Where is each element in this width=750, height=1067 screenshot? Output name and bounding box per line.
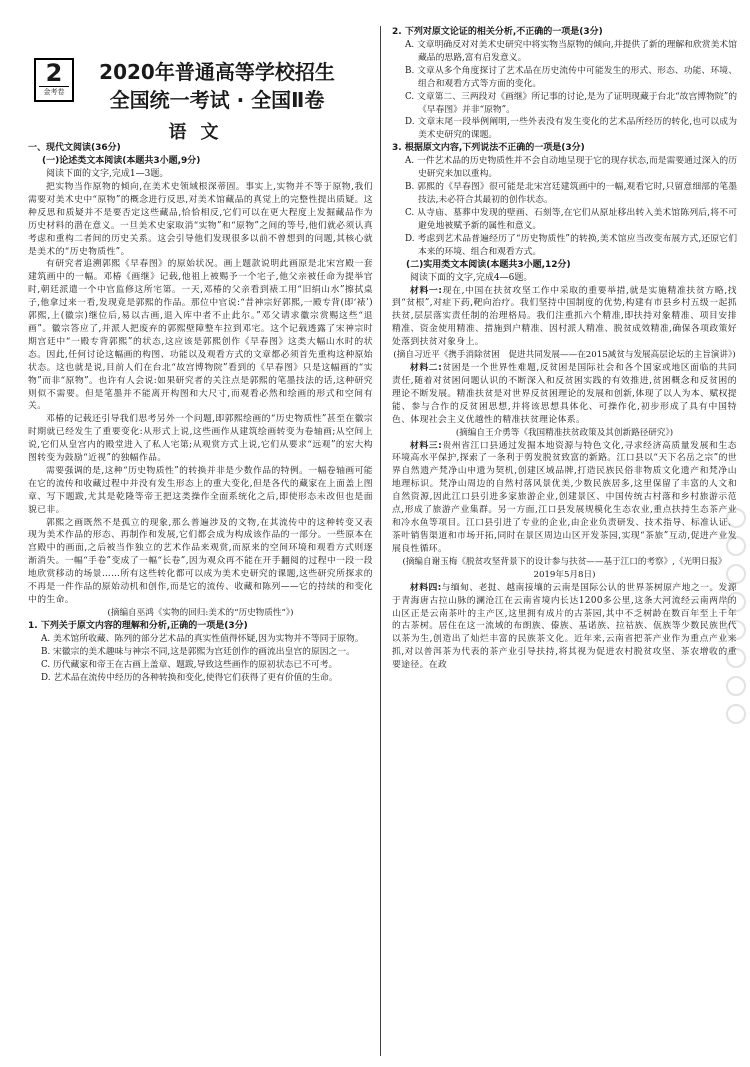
subject-title: 语文: [168, 122, 233, 143]
material-3-title: 材料三:: [410, 440, 443, 451]
question-3-option-d: D. 考虑到艺术品普遍经历了“历史物质性”的转换,美术馆应当改变布展方式,还原它们本来的环境、组合和观看方式。: [405, 233, 737, 257]
question-2-option-b: B. 文章从多个角度探讨了艺术品在历史流传中可能发生的形式、形态、功能、环境、组合和观看方式等方面的变化。: [405, 65, 737, 89]
subsection-title-2: (二)实用类文本阅读(本题共3小题,12分): [406, 259, 571, 270]
reading-instruction-2: 阅读下面的文字,完成4—6题。: [410, 272, 533, 283]
question-3-option-b: B. 郭熙的《早春图》很可能是北宋宫廷建筑画中的一幅,观看它时,只留意细部的笔墨技法,未必符合其最初的创作状态。: [405, 182, 737, 205]
badge-label: 金考卷: [39, 86, 69, 97]
reading-instruction: 阅读下面的文字,完成1—3题。: [46, 169, 169, 179]
watermark-seal-icon: [726, 500, 750, 760]
section-title: 一、现代文阅读(36分): [28, 143, 121, 153]
material-3-text: 贵州省江口县通过发掘本地资源与特色文化,寻求经济高质量发展和生态环境高水平保护,探索了一条利于剪发脱贫致富的新路。江口县以“天下名岳之宗”的世界自然遗产梵净山申遗为契机,创建区域品牌,打造民族民俗非物质文化遗产和梵净山地理标识。梵净山周边的自然村落风景优美,少数民族居多,这里保留了丰富的人文和自然资源,因此江口县引进多家旅游企业,创建景区、中国传统古村落和乡村旅游示范点,形成了旅游产业集群。另一方面,江口县发展规模化生态农业,重点扶持生态茶产业和冷水鱼等项目。江口县引进了专业的企业,由企业负责研发、技术指导、标准认证、茶叶销售渠道和市场开拓,同时在景区周边山区开发茶园,实现“茶旅”互动,促进产业发展良性循环。: [392, 440, 737, 554]
question-1-option-c: C. 历代藏家和帝王在古画上盖章、题跋,导致这些画作的原初状态已不可考。: [41, 659, 338, 670]
material-1-source: (摘自习近平《携手消除贫困 促进共同发展——在2015减贫与发展高层论坛的主旨演讲》): [393, 350, 736, 361]
passage-paragraph: 邓椿的记载还引导我们思考另外一个问题,即郭熙绘画的“历史物质性”甚至在徽宗时期就已经发生了重要变化:从形式上说,这些画作从建筑绘画转变为卷轴画;从空间上说,它们从皇宫内的殿堂进入了私人宅第;从观赏方式上说,它们从要求“远观”的宏大构图转变为鼓励“近视”的独幅作品。: [28, 414, 373, 464]
material-4-title: 材料四:: [410, 582, 442, 593]
material-2-title: 材料二:: [410, 363, 443, 374]
question-3-option-a: A. 一件艺术品的历史物质性并不会自动地呈现于它的现存状态,而是需要通过深入的历史研究来加以重构。: [405, 156, 737, 180]
passage-source: (摘编自巫鸿《实物的回归:美术的“历史物质性”》): [107, 607, 294, 618]
passage-paragraph: 需要强调的是,这种“历史物质性”的转换并非是少数作品的特例。一幅卷轴画可能在它的流传和收藏过程中并没有发生形态上的重大变化,但是各代的藏家在上面盖上图章、写下题跋,尤其是乾隆等帝王把这类操作全面系统化之后,即使形态未改但也是面貌已非。: [28, 465, 373, 515]
material-2-text: 贫困是一个世界性难题,反贫困是国际社会和各个国家或地区面临的共同责任,随着对贫困问题认识的不断深入和反贫困实践的有效推进,贫困概念和反贫困的理论不断发展。精准扶贫是对世界反贫困理论的发展和创新,体现了以人为本、赋权提能、参与合作的反贫困思想,并将该思想具体化、可操作化,初步形成了具有中国特色、体现社会主义优越性的精准扶贫理论体系。: [392, 363, 737, 425]
question-1-option-d: D. 艺术品在流传中经历的各种转换和变化,使得它们获得了更有价值的生命。: [41, 672, 338, 683]
material-1-title: 材料一:: [410, 285, 443, 296]
passage-paragraph: 郭熙之画既然不是孤立的现象,那么普遍涉及的文物,在其流传中的这种转变又表现为美术作品的形态、再制作和发展,它们都会成为构成该作品的一部分。一些原本在宫殿中的画面,之后被当作独立的艺术作品来观赏,而原来的空间环境和观看方式则逐渐消失。一幅“手卷”变成了一幅“长卷”,因为观众再不能在开手翻阅的过程中一段一段地欣赏移动的场景……所有这些转化都可以成为美术史研究的课题,这些研究所探求的不再是一件作品的原始动机和创作,而是它的流传、收藏和陈列——它的持续的和变化中的生命。: [28, 517, 373, 605]
question-3-stem: 3. 根据原文内容,下列说法不正确的一项是(3分): [392, 143, 585, 154]
passage-paragraph: 有研究者追溯郭熙《早春图》的原始状况。画上题款说明此画原是北宋宫殿一套建筑画中的一幅。邓椿《画继》记载,他祖上被赐予一个宅子,他父亲被任命为提举官时,朝廷派遣一个中官监修这所宅第。一天,邓椿的父亲看到裱工用“旧绢山水”擦拭桌子,他拿过来一看,发现竟是郭熙的作品。那位中官说:“昔神宗好郭熙,一殿专背(即‘裱’)郭熙,上(徽宗)继位后,易以古画,退入库中者不止此尔。”邓父请求徽宗赏赐这些“退画”。徽宗答应了,并派人把废弃的郭熙壁障整车拉到邓宅。这个记载透露了宋神宗时期宫廷中“一殿专背郭熙”的状态,这应该是郭熙创作《早春图》这类大幅山水时的状态。因此,任何讨论这幅画的构图、功能以及观看方式的文章都必须首先重构这种原始状态。这也就是说,目前人们在台北“故宫博物院”看到的《早春图》只是这幅画的“实物”而非“原物”。也许有人会说:如果研究者的关注点是郭熙的笔墨技法的话,这种研究则似不需要。但是笔墨并不能离开构图和大尺寸,而观看必然和绘画的形式和空间有关。: [28, 259, 373, 412]
question-2-stem: 2. 下列对原文论证的相关分析,不正确的一项是(3分): [392, 27, 603, 37]
right-column: [392, 26, 737, 672]
exam-header: [92, 58, 342, 114]
material-1: [392, 285, 737, 350]
question-2-option-a: A. 文章明确反对对美术史研究中将实物当原物的倾向,并提供了新的理解和欣赏美术馆藏品的思路,富有启发意义。: [405, 40, 737, 63]
material-2-source: (摘编自王介勇等《我国精准扶贫政策及其创新路径研究》): [455, 427, 674, 438]
question-2-option-c: C. 文章第二、三两段对《画继》所记事的讨论,是为了证明现藏于台北“故宫博物院”的《早春图》并非“原物”。: [405, 91, 737, 115]
passage-paragraph: 把实物当作原物的倾向,在美术史领域根深蒂固。事实上,实物并不等于原物,我们需要对美术史中“原物”的概念进行反思,对美术馆藏品的真觉上的完整性提出质疑。这种反思和质疑并不是要否定这些藏品,恰恰相反,它们可以在更大程度上发掘藏品作为历史材料的潜在意义。一旦美术史家取消“实物”和“原物”之间的等号,他们就必须认真考虑和重构二者间的历史关系。这会引导他们发现很多以前不曾想到的问题,其核心就是美术的“历史物质性”。: [28, 182, 373, 257]
material-2: [392, 362, 737, 427]
column-divider: [380, 26, 381, 1056]
left-column: [28, 142, 373, 685]
question-2-option-d: D. 文章末尾一段举例阐明,一些外表没有发生变化的艺术品所经历的转化,也可以成为美术史研究的课题。: [405, 117, 737, 141]
paper-number-badge: [34, 58, 74, 102]
question-1-stem: 1. 下列关于原文内容的理解和分析,正确的一项是(3分): [28, 620, 248, 631]
subsection-title: (一)论述类文本阅读(本题共3小题,9分): [42, 156, 201, 166]
question-1-option-b: B. 宋徽宗的美术趣味与神宗不同,这是郭熙为宫廷创作的画流出皇宫的原因之一。: [41, 646, 355, 657]
exam-title-line1: 2020年普通高等学校招生: [99, 60, 335, 84]
material-3-source: (摘编自谢玉梅《脱贫攻坚背景下的设计参与扶贫——基于江口的考察》,《光明日报》2019年5月8日): [402, 556, 727, 580]
material-4-text: 与缅甸、老挝、越南接壤的云南是国际公认的世界茶树原产地之一。发源于青海唐古拉山脉的澜沧江在云南省境内长达1200多公里,这条大河流经云南两岸的山区正是云南茶叶的主产区,这里拥有成片的古茶园,其中不乏树龄在数百年至上千年的古茶树。居住在这一流域的布朗族、傣族、基诺族、拉祜族、佤族等少数民族世代以茶为生,创造出了灿烂丰富的民族茶文化。近年来,云南省把茶产业作为重点产业来抓,对以普洱茶为代表的茶产业引导扶持,将其视为促进农村脱贫攻坚、茶农增收的重要途径。在政: [392, 582, 737, 671]
paper-number: 2: [45, 59, 63, 87]
material-1-text: 现在,中国在扶贫攻坚工作中采取的重要举措,就是实施精准扶贫方略,找到“贫根”,对症下药,靶向治疗。我们坚持中国制度的优势,构建有市县乡村五级一起抓扶贫,层层落实责任制的治理格局。我们注重抓六个精准,即扶持对象精准、项目安排精准、资金使用精准、措施到户精准、因村派人精准、脱贫成效精准,确保各项政策好处落到扶贫对象身上。: [392, 285, 737, 348]
material-3: [392, 440, 737, 556]
question-1-option-a: A. 美术馆所收藏、陈列的部分艺术品的真实性值得怀疑,因为实物并不等同于原物。: [41, 633, 364, 644]
exam-title-line2: 全国统一考试 · 全国Ⅱ卷: [109, 88, 325, 112]
material-4: [392, 582, 737, 672]
question-3-option-c: C. 从寺庙、墓葬中发现的壁画、石刻等,在它们从原址移出转入美术馆陈列后,将不可避免地被赋予新的属性和意义。: [405, 207, 737, 231]
